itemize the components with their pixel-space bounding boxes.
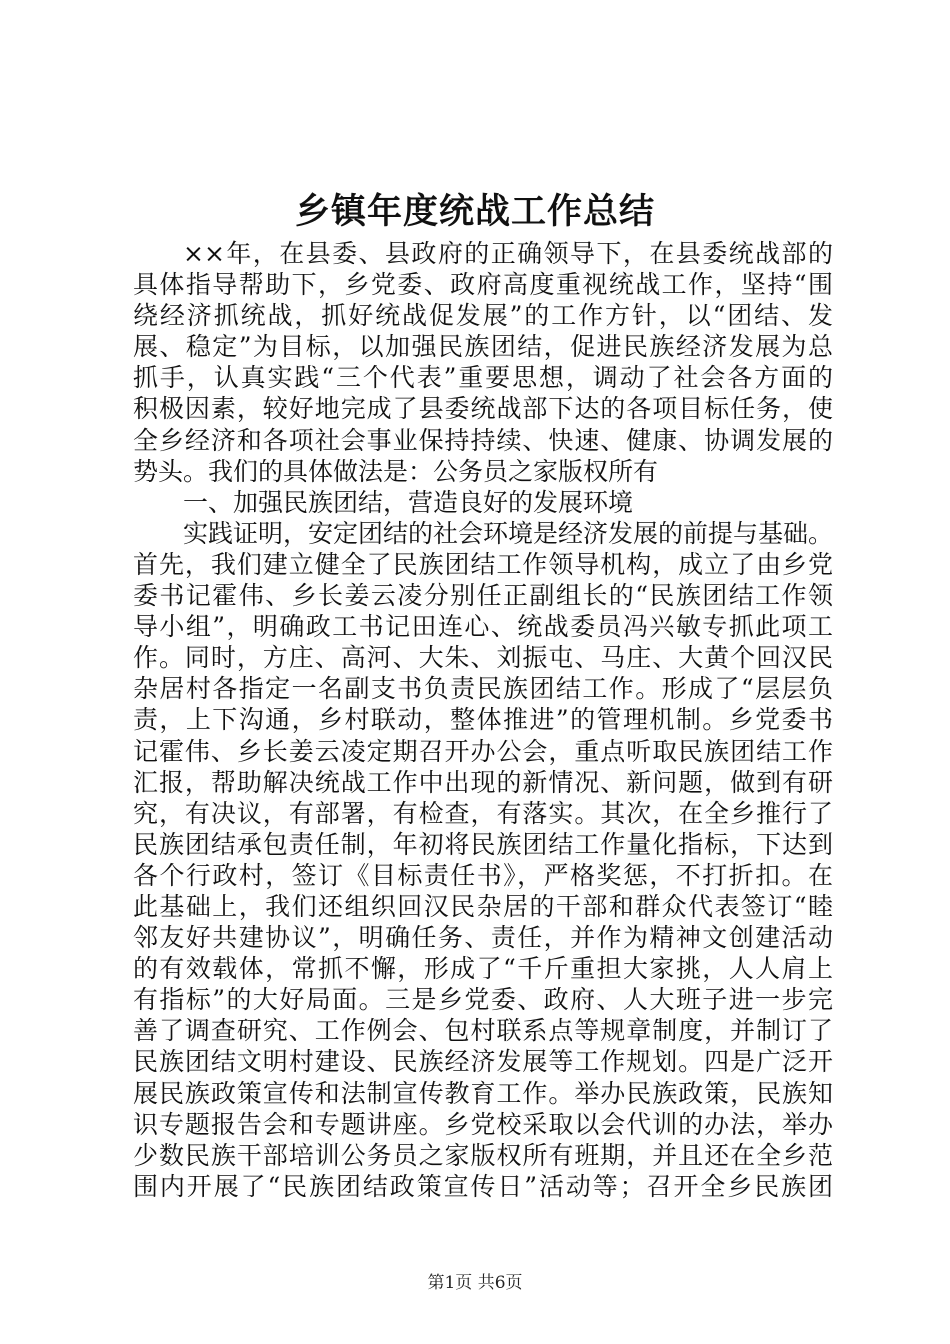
text-line: 汇报，帮助解决统战工作中出现的新情况、新问题，做到有研 [133,767,833,797]
text-line: 究，有决议，有部署，有检查，有落实。其次，在全乡推行了 [133,798,833,828]
text-line: 作。同时，方庄、高河、大朱、刘振屯、马庄、大黄个回汉民 [133,643,833,673]
text-line: 的有效载体，常抓不懈，形成了“千斤重担大家挑，人人肩上 [133,954,833,984]
page-number-footer: 第1页 共6页 [427,1273,523,1293]
text-line: 民族团结承包责任制，年初将民族团结工作量化指标，下达到 [133,829,833,859]
text-line: 导小组”，明确政工书记田连心、统战委员冯兴敏专抓此项工 [133,612,833,642]
text-line: 责，上下沟通，乡村联动，整体推进”的管理机制。乡党委书 [133,705,833,735]
document-title: 乡镇年度统战工作总结 [294,191,655,232]
document-body [133,238,833,1202]
text-line: 邻友好共建协议”，明确任务、责任，并作为精神文创建活动 [133,923,833,953]
text-line: 此基础上，我们还组织回汉民杂居的干部和群众代表签订“睦 [133,891,833,921]
text-line: 少数民族干部培训公务员之家版权所有班期，并且还在全乡范 [133,1140,833,1170]
text-line: ××年，在县委、县政府的正确领导下，在县委统战部的 [183,239,833,268]
text-line: 全乡经济和各项社会事业保持持续、快速、健康、协调发展的 [133,425,833,455]
text-line: 围内开展了“民族团结政策宣传日”活动等；召开全乡民族团 [133,1171,833,1201]
text-line: 有指标”的大好局面。三是乡党委、政府、人大班子进一步完 [133,985,833,1015]
text-line: 首先，我们建立健全了民族团结工作领导机构，成立了由乡党 [133,549,833,579]
section-heading: 一、加强民族团结，营造良好的发展环境 [183,487,634,517]
text-line: 民族团结文明村建设、民族经济发展等工作规划。四是广泛开 [133,1047,833,1077]
text-line: 识专题报告会和专题讲座。乡党校采取以会代训的办法，举办 [133,1109,833,1139]
text-line: 绕经济抓统战，抓好统战促发展”的工作方针，以“团结、发 [133,301,833,331]
text-line: 展民族政策宣传和法制宣传教育工作。举办民族政策，民族知 [133,1078,833,1108]
text-line: 积极因素，较好地完成了县委统战部下达的各项目标任务，使 [133,394,833,424]
text-line: 展、稳定”为目标，以加强民族团结，促进民族经济发展为总 [133,332,833,362]
text-line: 善了调查研究、工作例会、包村联系点等规章制度，并制订了 [133,1016,833,1046]
text-line: 具体指导帮助下，乡党委、政府高度重视统战工作，坚持“围 [133,270,833,300]
text-line: 抓手，认真实践“三个代表”重要思想，调动了社会各方面的 [133,363,833,393]
text-line: 记霍伟、乡长姜云凌定期召开办公会，重点听取民族团结工作 [133,736,833,766]
text-line: 委书记霍伟、乡长姜云凌分别任正副组长的“民族团结工作领 [133,581,833,611]
text-line: 实践证明，安定团结的社会环境是经济发展的前提与基础。 [183,518,833,548]
text-line: 势头。我们的具体做法是：公务员之家版权所有 [133,456,659,486]
text-line: 杂居村各指定一名副支书负责民族团结工作。形成了“层层负 [133,674,833,704]
text-line: 各个行政村，签订《目标责任书》，严格奖惩，不打折扣。在 [133,860,833,890]
